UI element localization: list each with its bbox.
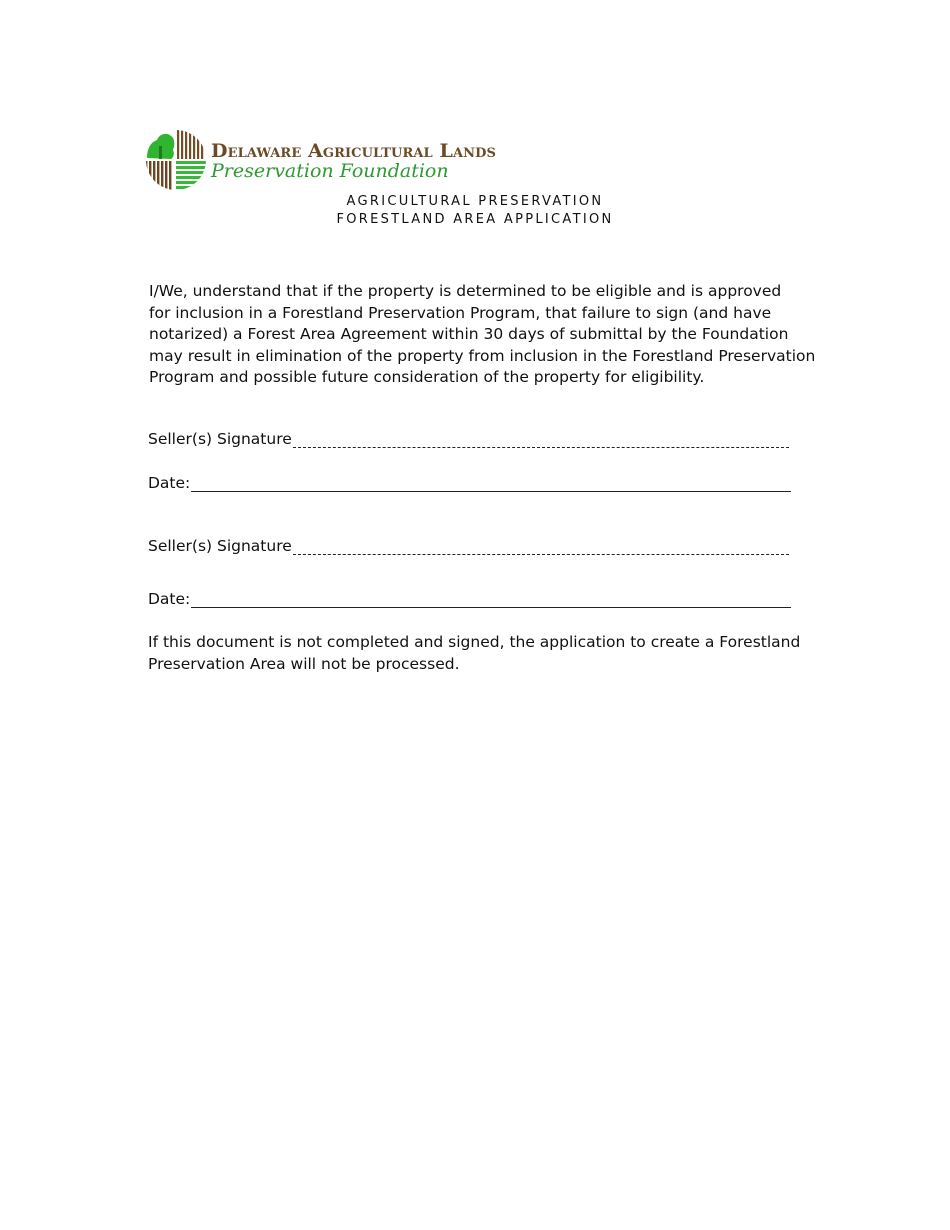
notice-line: Preservation Area will not be processed.: [148, 654, 460, 673]
seller-signature-label: Seller(s) Signature: [148, 430, 292, 448]
date-row-2: [148, 590, 791, 608]
date-row-1: [148, 474, 791, 492]
logo-title: Delaware Agricultural Lands: [211, 140, 496, 162]
paragraph-line: I/We, understand that if the property is determined to be eligible and is approved: [149, 282, 782, 300]
date-field[interactable]: [191, 477, 791, 492]
date-label: Date:: [148, 474, 191, 492]
logo-subtitle: Preservation Foundation: [211, 160, 449, 182]
paragraph-line: notarized) a Forest Area Agreement within 30 days of submittal by the Foundation: [149, 325, 789, 343]
date-field[interactable]: [191, 593, 791, 608]
completion-notice: [148, 632, 808, 675]
seller-signature-field[interactable]: [293, 540, 789, 555]
seller-signature-field[interactable]: [293, 433, 789, 448]
logo-emblem-icon: [145, 128, 207, 192]
paragraph-line: for inclusion in a Forestland Preservation Program, that failure to sign (and have: [149, 303, 772, 322]
paragraph-line: may result in elimination of the property from inclusion in the Forestland Preservation: [149, 346, 816, 365]
notice-line: If this document is not completed and signed, the application to create a Forestland: [148, 633, 801, 651]
foundation-logo: [145, 128, 495, 194]
paragraph-line: Program and possible future consideration of the property for eligibility.: [149, 368, 705, 386]
seller-signature-row-2: [148, 537, 789, 555]
seller-signature-row-1: [148, 430, 789, 448]
seller-signature-label: Seller(s) Signature: [148, 537, 292, 555]
agreement-paragraph: [149, 281, 816, 389]
date-label: Date:: [148, 590, 191, 608]
document-title-line-2: FORESTLAND AREA APPLICATION: [336, 212, 614, 227]
document-title-line-1: AGRICULTURAL PRESERVATION: [346, 194, 604, 209]
